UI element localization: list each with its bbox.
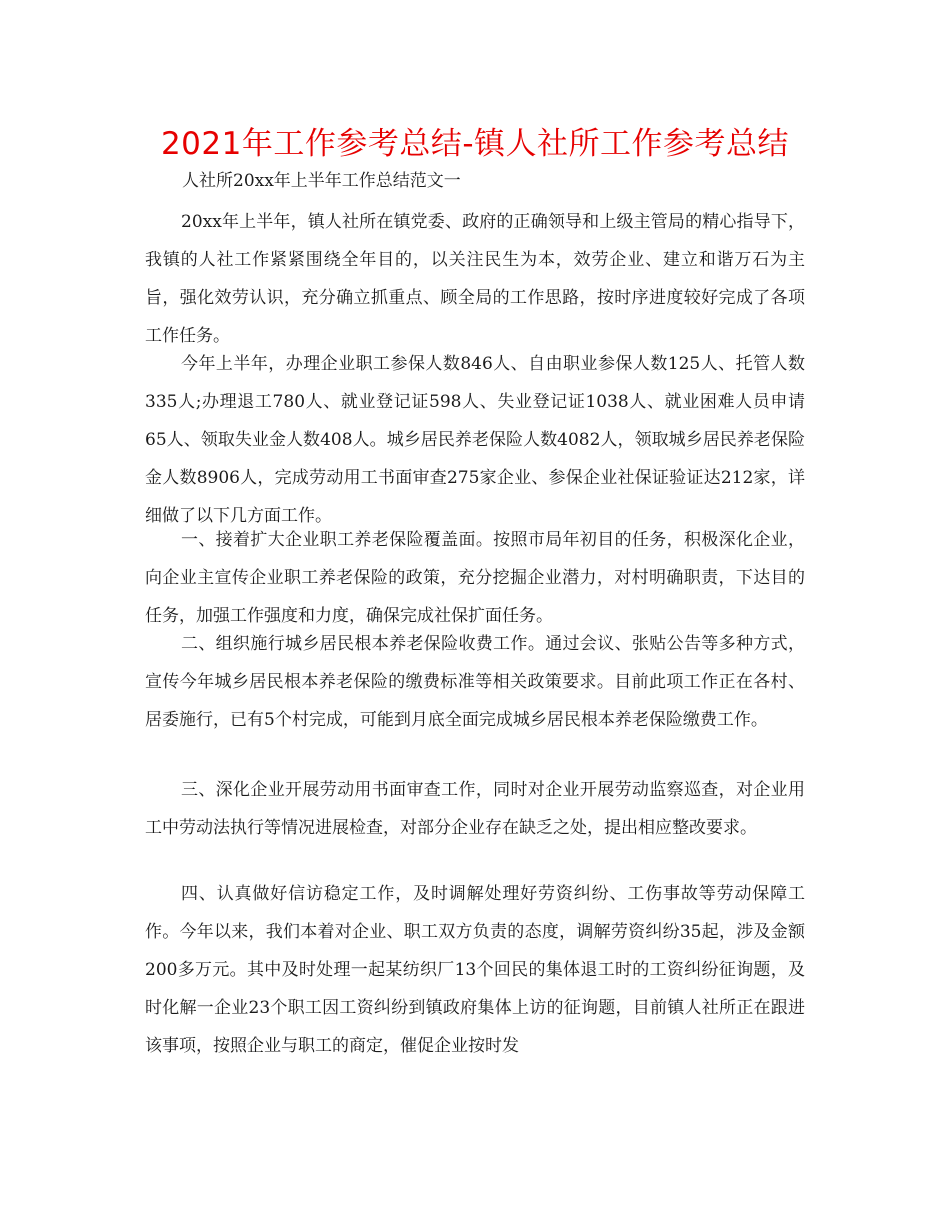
paragraph-item-4: 四、认真做好信访稳定工作，及时调解处理好劳资纠纷、工伤事故等劳动保障工作。今年以来，我们本着对企业、职工双方负责的态度，调解劳资纠纷35起，涉及金额200多万元。其中及时处理一起某纺织厂13个回民的集体退工时的工资纠纷征询题，及时化解一企业23个职工因工资纠纷到镇政府集体上访的征询题，目前镇人社所正在跟进该事项，按照企业与职工的商定，催促企业按时发 [145, 884, 805, 1056]
document-subtitle: 人社所20xx年上半年工作总结范文一 [182, 171, 461, 191]
paragraph-item-1: 一、接着扩大企业职工养老保险覆盖面。按照市局年初目的任务，积极深化企业，向企业主宣传企业职工养老保险的政策，充分挖掘企业潜力，对村明确职责，下达目的任务，加强工作强度和力度，确保完成社保扩面任务。 [145, 530, 805, 626]
paragraph-item-3: 三、深化企业开展劳动用书面审查工作，同时对企业开展劳动监察巡查，对企业用工中劳动法执行等情况进展检查，对部分企业存在缺乏之处，提出相应整改要求。 [145, 780, 805, 838]
document-title: 2021年工作参考总结-镇人社所工作参考总结 [160, 126, 790, 162]
paragraph-overview: 20xx年上半年，镇人社所在镇党委、政府的正确领导和上级主管局的精心指导下，我镇的人社工作紧紧围绕全年目的，以关注民生为本，效劳企业、建立和谐万石为主旨，强化效劳认识，充分确立抓重点、顾全局的工作思路，按时序进度较好完成了各项工作任务。 [145, 212, 805, 346]
paragraph-statistics: 今年上半年，办理企业职工参保人数846人、自由职业参保人数125人、托管人数335人;办理退工780人、就业登记证598人、失业登记证1038人、就业困难人员申请65人、领取失业金人数408人。城乡居民养老保险人数4082人，领取城乡居民养老保险金人数8906人，完成劳动用工书面审查275家企业、参保企业社保证验证达212家，详细做了以下几方面工作。 [145, 354, 805, 526]
paragraph-item-2: 二、组织施行城乡居民根本养老保险收费工作。通过会议、张贴公告等多种方式，宣传今年城乡居民根本养老保险的缴费标准等相关政策要求。目前此项工作正在各村、居委施行，已有5个村完成，可能到月底全面完成城乡居民根本养老保险缴费工作。 [145, 634, 805, 730]
